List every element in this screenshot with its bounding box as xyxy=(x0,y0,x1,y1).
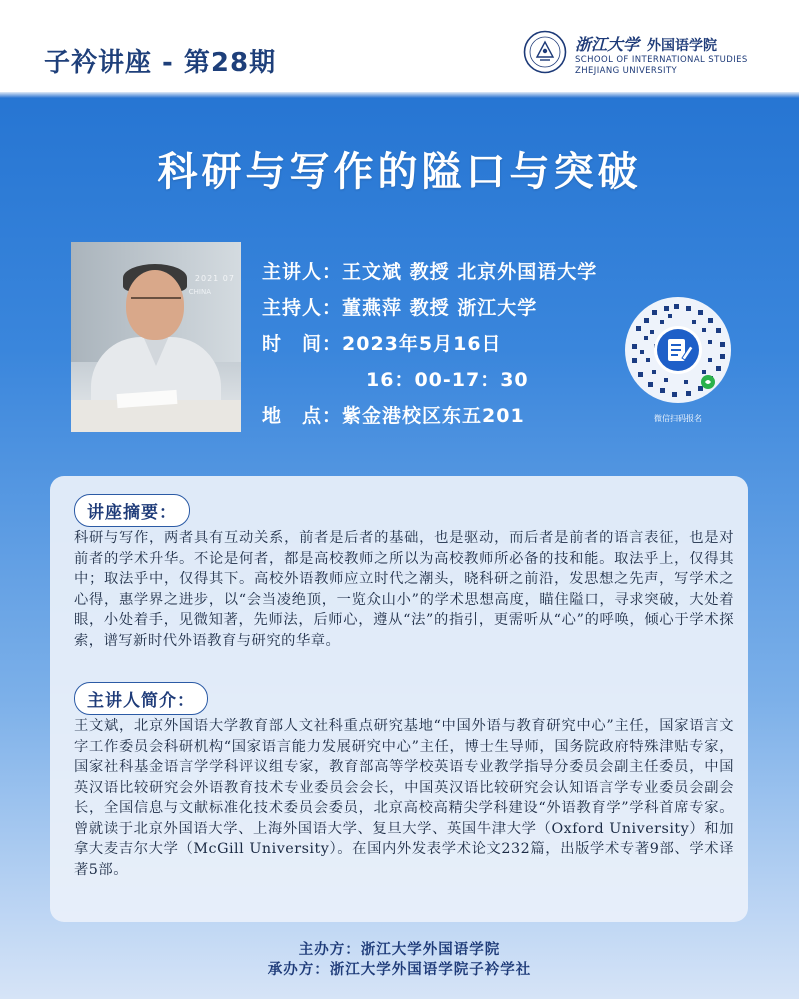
content-panel xyxy=(50,476,748,922)
photo-background-text: 2021 07 xyxy=(194,274,235,283)
registration-qr[interactable] xyxy=(624,296,732,428)
header-bar xyxy=(0,0,799,98)
university-logo xyxy=(523,30,753,78)
abstract-text: 科研与写作，两者具有互动关系，前者是后者的基础，也是驱动，而后者是前者的语言表征，也是对前者的学术升华。不论是何者，都是高校教师之所以为高校教师所必备的技和能。取法乎上，仅得其中；取法乎中，仅得其下。高校外语教师应立时代之潮头，晓科研之前沿，发思想之先声，写学术之心得，惠学界之进步，以“会当凌绝顶，一览众山小”的学术思想高度，瞄住隘口，寻求突破，大处着眼，小处着手，见微知著，先师法，后师心，遵从“法”的指引，更需听从“心”的呼唤，倾心于学术探索，谱写新时代外语教育与研究的华章。 xyxy=(74,530,734,649)
school-name-cn: 外国语学院 xyxy=(647,38,718,54)
time-range-line: 16：00-17：30 xyxy=(366,369,529,391)
lecture-info xyxy=(262,254,597,434)
university-seal-icon xyxy=(523,30,567,74)
qr-code-icon[interactable] xyxy=(624,296,732,404)
bio-text: 王文斌，北京外国语大学教育部人文社科重点研究基地“中国外语与教育研究中心”主任，国家语言文字工作委员会科研机构“国家语言能力发展研究中心”主任，博士生导师，国务院政府特殊津贴专家，国家社科基金语言学学科评议组专家，教育部高等学校英语专业教学指导分委员会副主任委员，中国英汉语比较研究会外语教育技术专业委员会会长，中国英汉语比较研究会认知语言学专业委员会副会长，全国信息与文献标准化技术委员会委员，北京高校高精尖学科建设“外语教育学”学科首席专家。曾就读于北京外国语大学、上海外国语大学、复旦大学、英国牛津大学（Oxford University）和加拿大麦吉尔大学（McGill University）。在国内外发表学术论文232篇，出版学术专著9部、学术译著5部。 xyxy=(74,718,734,878)
co-organizer-line: 承办方：浙江大学外国语学院子衿学社 xyxy=(267,962,532,978)
university-name-cn: 浙江大学 xyxy=(575,35,640,54)
location-line: 地 点：紫金港校区东五201 xyxy=(262,405,525,427)
host-line: 主持人：董燕萍 教授 浙江大学 xyxy=(262,297,538,319)
lecture-title: 科研与写作的隘口与突破 xyxy=(157,149,642,195)
speaker-photo xyxy=(71,242,241,432)
school-name-en-1: SCHOOL OF INTERNATIONAL STUDIES xyxy=(575,55,748,65)
qr-caption: 微信扫码报名 xyxy=(654,414,702,423)
school-name-en-2: ZHEJIANG UNIVERSITY xyxy=(575,66,678,76)
speaker-line: 主讲人：王文斌 教授 北京外国语大学 xyxy=(262,261,598,283)
photo-background-text-2: CHINA xyxy=(188,288,211,296)
footer xyxy=(0,940,799,980)
time-line: 时 间：2023年5月16日 xyxy=(262,333,502,355)
abstract-label: 讲座摘要： xyxy=(74,494,190,527)
organizer-line: 主办方：浙江大学外国语学院 xyxy=(298,942,501,958)
series-title: 子衿讲座 - 第28期 xyxy=(44,48,277,78)
bio-label: 主讲人简介： xyxy=(74,682,208,715)
